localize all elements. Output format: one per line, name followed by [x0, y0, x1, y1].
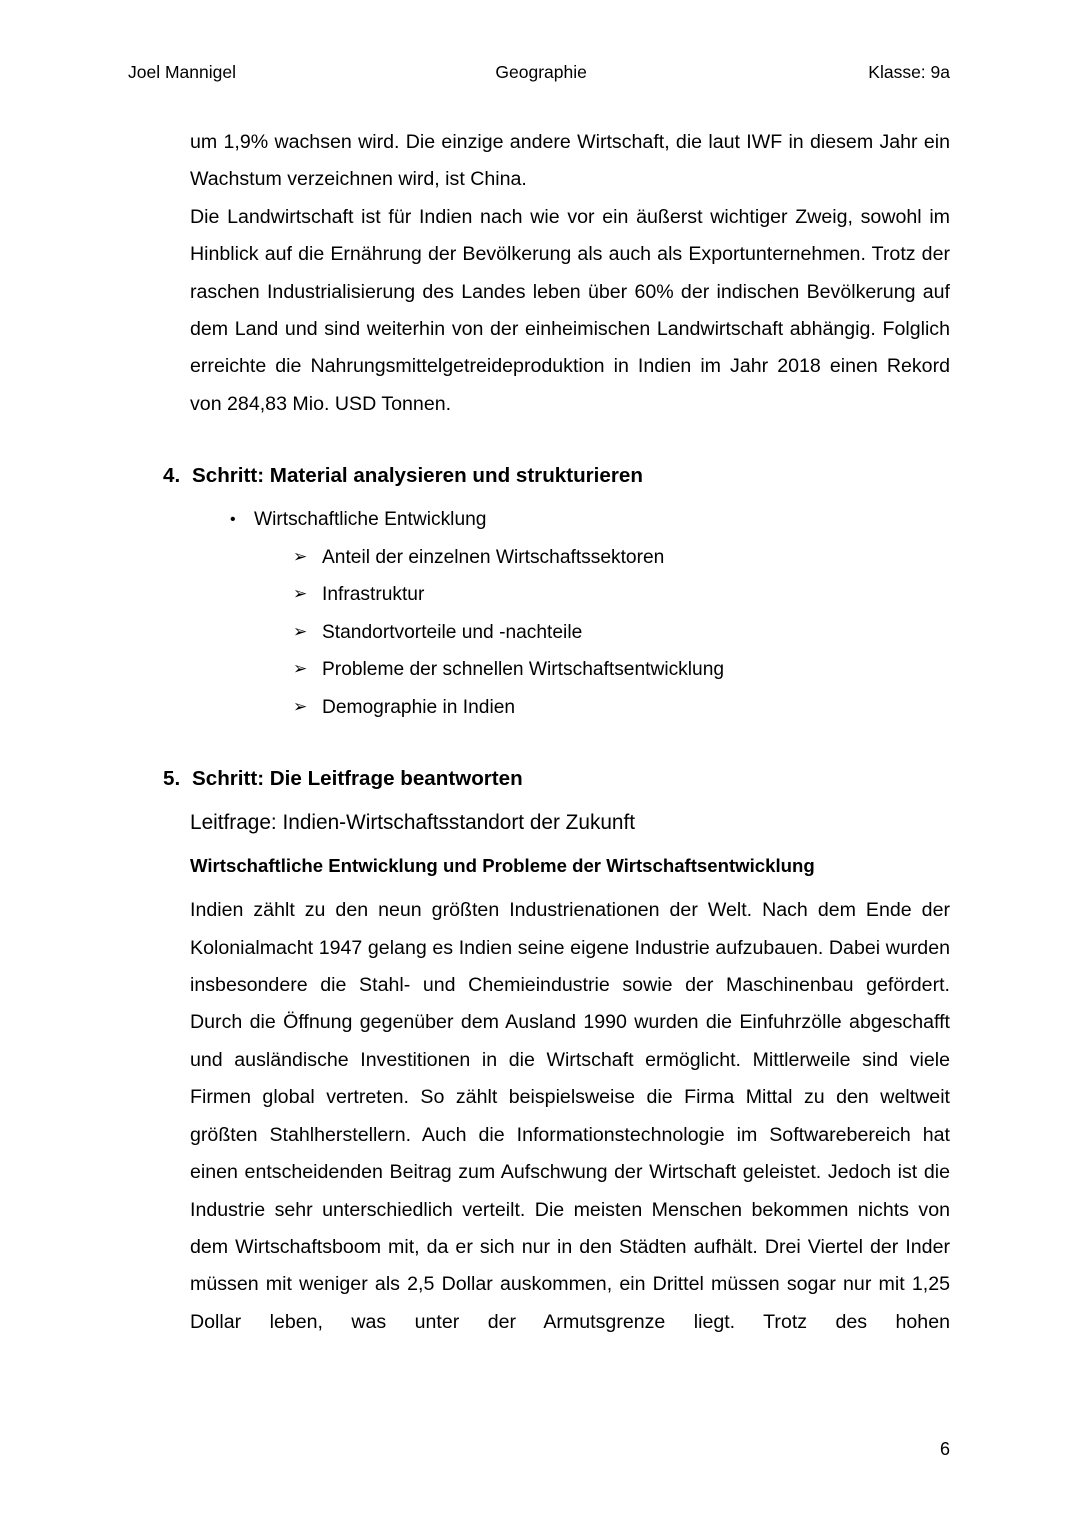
arrow-bullet-icon: ➢ — [293, 696, 308, 717]
list-item-label: Standortvorteile und -nachteile — [322, 621, 583, 643]
header-subject: Geographie — [495, 62, 587, 82]
list-item-label: Wirtschaftliche Entwicklung — [254, 509, 487, 531]
leitfrage-text: Leitfrage: Indien-Wirtschaftsstandort der Zukunft — [190, 811, 636, 835]
list-item — [190, 539, 950, 577]
page-number: 6 — [939, 1439, 950, 1459]
document-body — [163, 124, 956, 1341]
paragraph-agriculture: Die Landwirtschaft ist für Indien nach wie vor ein äußerst wichtiger Zweig, sowohl im Hinblick auf die Ernährung der Bevölkerung als auch als Exportunternehmen. Trotz der raschen Industrialisierung des Landes leben über 60% der indischen Bevölkerung auf dem Land und sind weiterhin von der einheimischen Landwirtschaft abhängig. Folglich erreichte die Nahrungsmittelgetreideproduktion in Indien im Jahr 2018 einen Rekord von 284,83 Mio. USD Tonnen. — [190, 205, 956, 415]
paragraph-continuation: um 1,9% wachsen wird. Die einzige andere Wirtschaft, die laut IWF in diesem Jahr ein Wachstum verzeichnen wird, ist China. — [190, 131, 956, 191]
list-item — [190, 576, 950, 614]
heading-step-5 — [163, 764, 950, 794]
spacer — [190, 794, 950, 806]
spacer — [190, 726, 950, 764]
list-item — [190, 689, 950, 727]
heading-step-4-title: Schritt: Material analysieren und strukturieren — [192, 464, 643, 488]
document-header — [128, 60, 950, 84]
subheading-wirtschaftliche-entwicklung: Wirtschaftliche Entwicklung und Probleme der Wirtschaftsentwicklung — [190, 855, 815, 877]
list-item-label: Anteil der einzelnen Wirtschaftssektoren — [322, 546, 665, 568]
list-item-label: Probleme der schnellen Wirtschaftsentwicklung — [322, 659, 725, 681]
spacer — [190, 491, 950, 501]
arrow-bullet-icon: ➢ — [293, 621, 308, 642]
spacer — [190, 840, 950, 850]
arrow-bullet-icon: ➢ — [293, 584, 308, 605]
spacer — [190, 423, 950, 461]
spacer — [190, 882, 950, 892]
header-student-name: Joel Mannigel — [128, 62, 236, 82]
arrow-bullet-icon: ➢ — [293, 546, 308, 567]
list-item — [190, 651, 950, 689]
heading-step-5-number: 5. — [163, 767, 181, 791]
heading-step-5-title: Schritt: Die Leitfrage beantworten — [192, 767, 523, 791]
bullet-dot-icon: • — [230, 511, 236, 529]
arrow-bullet-icon: ➢ — [293, 659, 308, 680]
list-item — [190, 501, 950, 539]
list-item — [190, 614, 950, 652]
paragraph-economic-development: Indien zählt zu den neun größten Industrienationen der Welt. Nach dem Ende der Kolonialmacht 1947 gelang es Indien seine eigene Industrie aufzubauen. Dabei wurden insbesondere die Stahl- und Chemieindustrie sowie der Maschinenbau gefördert. Durch die Öffnung gegenüber dem Ausland 1990 wurden die Einfuhrzölle abgeschafft und ausländische Investitionen in die Wirtschaft ermöglicht. Mittlerweile sind viele Firmen global vertreten. So zählt beispielsweise die Firma Mittal zu den weltweit größten Stahlherstellern. Auch die Informationstechnologie im Softwarebereich hat einen entscheidenden Beitrag zum Aufschwung der Wirtschaft geleistet. Jedoch ist die Industrie sehr unterschiedlich verteilt. Die meisten Menschen bekommen nichts von dem Wirtschaftsboom mit, da er sich nur in den Städten aufhält. Drei Viertel der Inder müssen mit weniger als 2,5 Dollar auskommen, ein Drittel müssen sogar nur mit 1,25 Dollar leben, was unter der Armutsgrenze liegt. Trotz des hohen — [190, 899, 956, 1333]
list-item-label: Infrastruktur — [322, 584, 425, 606]
header-class: Klasse: 9a — [868, 62, 950, 82]
heading-step-4 — [163, 461, 950, 491]
heading-step-4-number: 4. — [163, 464, 181, 488]
list-item-label: Demographie in Indien — [322, 696, 516, 718]
